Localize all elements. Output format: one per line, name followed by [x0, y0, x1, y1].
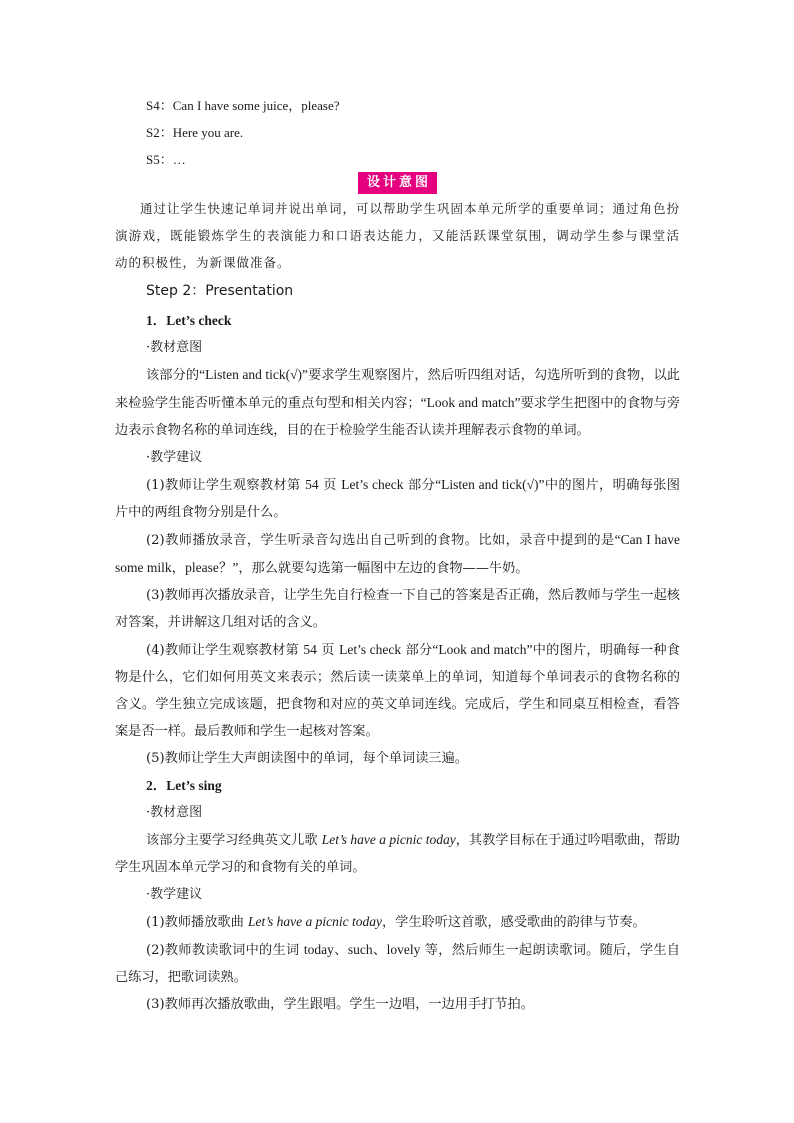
section-title-sing: 2．Let’s sing: [146, 778, 222, 793]
design-intent-text: 通过让学生快速记单词并说出单词，可以帮助学生巩固本单元所学的重要单词；通过角色扮演游戏，既能锻炼学生的表演能力和口语表达能力，又能活跃课堂氛围，调动学生参与课堂活动的积极性，为新课做准备。: [115, 201, 681, 270]
sing-advice-item-3: (3)教师再次播放歌曲，学生跟唱。学生一边唱，一边用手打节拍。: [146, 997, 534, 1012]
advice-item-4: (4)教师让学生观察教材第 54 页 Let’s check 部分“Look and match”中的图片，明确每一种食物是什么，它们如何用英文来表示；然后读一读菜单上的单词，知道每个单词表示的食物名称的含义。学生独立完成该题，把食物和对应的英文单词连线。完成后，学生和同桌互相检查，看答案是否一样。最后教师和学生一起核对答案。: [115, 642, 680, 739]
page-content: [115, 92, 680, 1018]
intent-paragraph-check: 该部分的“Listen and tick(√)”要求学生观察图片，然后听四组对话，勾选所听到的食物，以此来检验学生能否听懂本单元的重点句型和相关内容；“Look and match”要求学生把图中的食物与旁边表示食物名称的单词连线，目的在于检验学生能否认读并理解表示食物的单词。: [115, 367, 681, 438]
advice-label-sing: ·教学建议: [146, 887, 203, 902]
advice-label-check: ·教学建议: [146, 450, 203, 465]
dialogue-line-s2: S2：Here you are.: [146, 125, 244, 140]
advice-item-2: (2)教师播放录音，学生听录音勾选出自己听到的食物。比如，录音中提到的是“Can I have some milk，please？”，那么就要勾选第一幅图中左边的食物——牛奶。: [115, 532, 680, 576]
advice-item-3: (3)教师再次播放录音，让学生先自行检查一下自己的答案是否正确，然后教师与学生一起核对答案，并讲解这几组对话的含义。: [115, 588, 680, 630]
step-title: Step 2：Presentation: [146, 283, 294, 299]
design-intent-banner: 设计意图: [358, 172, 437, 194]
advice-item-1: (1)教师让学生观察教材第 54 页 Let’s check 部分“Listen and tick(√)”中的图片，明确每张图片中的两组食物分别是什么。: [115, 477, 680, 520]
dialogue-line-s5: S5：…: [146, 152, 186, 167]
sing-advice-item-2: (2)教师教读歌词中的生词 today、such、lovely 等，然后师生一起朗读歌词。随后，学生自己练习，把歌词读熟。: [115, 942, 680, 985]
intent-label-check: ·教材意图: [146, 340, 203, 355]
section-title-check: 1．Let’s check: [146, 313, 232, 328]
design-banner-wrap: [115, 171, 680, 195]
dialogue-line-s4: S4：Can I have some juice，please?: [146, 98, 340, 113]
sing-advice-item-1: (1)教师播放歌曲 Let’s have a picnic today，学生聆听这首歌，感受歌曲的韵律与节奏。: [146, 914, 646, 930]
intent-label-sing: ·教材意图: [146, 805, 203, 820]
intent-paragraph-sing: 该部分主要学习经典英文儿歌 Let’s have a picnic today，其教学目标在于通过吟唱歌曲，帮助学生巩固本单元学习的和食物有关的单词。: [115, 832, 680, 875]
advice-item-5: (5)教师让学生大声朗读图中的单词，每个单词读三遍。: [146, 751, 468, 766]
